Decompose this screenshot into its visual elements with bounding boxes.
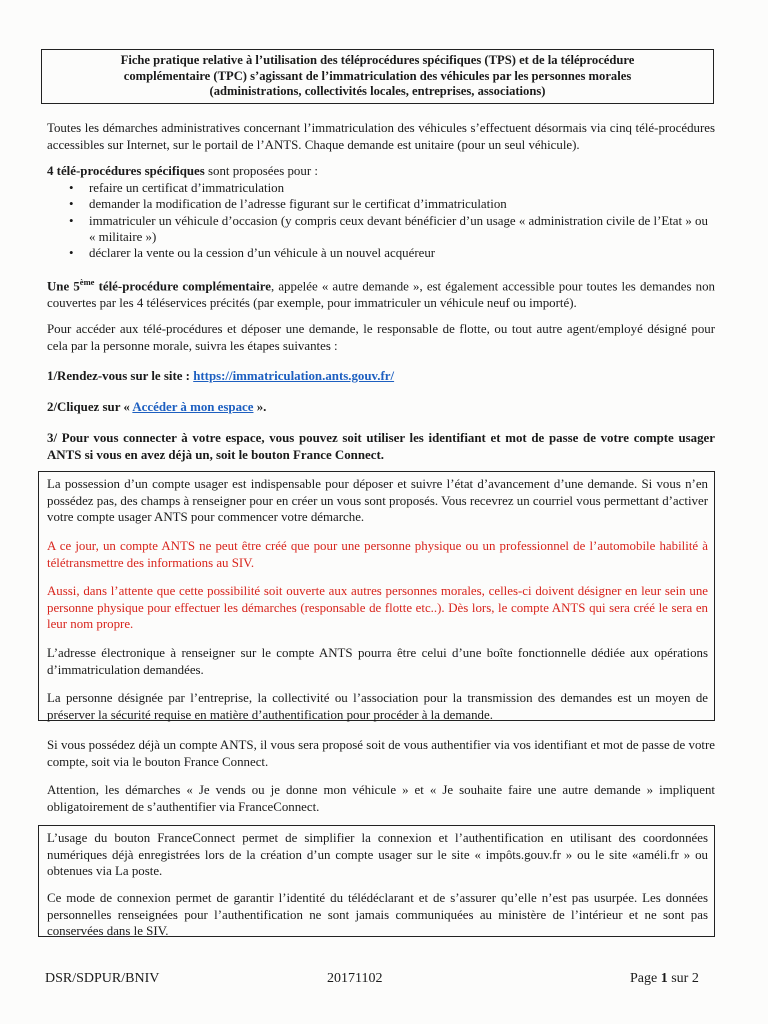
box1-paragraph-1: La possession d’un compte usager est indispensable pour déposer et suivre l’état d’avancement d’une demande. Si vous n’en possédez pas, des champs à renseigner pour en créer un vous sont proposés. Vous recevrez un courriel vous permettant d’activer votre compte usager ANTS pour commencer votre démarche. <box>47 477 708 524</box>
tps-heading <box>47 163 715 180</box>
access-paragraph: Pour accéder aux télé-procédures et déposer une demande, le responsable de flotte, ou tout autre agent/employé désigné pour cela par la personne morale, suivra les étapes suivantes : <box>47 322 715 353</box>
step-3: 3/ Pour vous connecter à votre espace, vous pouvez soit utiliser les identifiant et mot de passe de votre compte usager ANTS si vous en avez déjà un, soit le bouton France Connect. <box>47 431 715 462</box>
title-line-3: (administrations, collectivités locales, entreprises, associations) <box>209 84 546 98</box>
box1-paragraph-4: L’adresse électronique à renseigner sur le compte ANTS pourra être celui d’une boîte fonctionnelle dédiée aux opérations d’immatriculation demandées. <box>47 646 708 677</box>
tps-list-item: • déclarer la vente ou la cession d’un véhicule à un nouvel acquéreur <box>67 245 717 261</box>
box1-paragraph-2: A ce jour, un compte ANTS ne peut être créé que pour une personne physique ou un professionnel de l’automobile habilité à télétransmettre des informations au SIV. <box>47 539 708 570</box>
tpc-rest: , appelée « autre demande », est également accessible pour toutes les demandes non couvertes par les 4 téléservices précités (par exemple, pour immatriculer un véhicule neuf ou importé). <box>47 279 715 310</box>
tps-list-item: • demander la modification de l’adresse figurant sur le certificat d’immatriculation <box>67 196 717 212</box>
page-prefix: Page <box>630 971 661 986</box>
franceconnect-box <box>38 825 715 937</box>
box2-paragraph-2: Ce mode de connexion permet de garantir l’identité du télédéclarant et de s’assurer qu’elle n’est pas usurpée. Les données personnelles renseignées pour l’authentification ne sont jamais communiquées au ministère de l’intérieur et ne sont pas conservées dans le SIV. <box>47 891 708 938</box>
tpc-paragraph <box>47 274 715 311</box>
attention-paragraph: Attention, les démarches « Je vends ou je donne mon véhicule » et « Je souhaite faire une autre demande » impliquent obligatoirement de s’authentifier via FranceConnect. <box>47 783 715 814</box>
box2-paragraph-1: L’usage du bouton FranceConnect permet de simplifier la connexion et l’authentification en utilisant des coordonnées numériques déjà enregistrées lors de la création d’un compte usager sur le site « impôts.gouv.fr » ou le site «améli.fr » ou obtenues via La poste. <box>47 831 708 878</box>
tps-list-item: • refaire un certificat d’immatriculation <box>67 180 717 196</box>
document-title-box <box>41 49 714 104</box>
tps-list-item: • immatriculer un véhicule d’occasion (y compris ceux devant bénéficier d’un usage « administration civile de l’Etat » ou « militaire ») <box>67 213 717 246</box>
tpc-bold-a: Une 5 <box>47 279 80 294</box>
box1-paragraph-3: Aussi, dans l’attente que cette possibilité soit ouverte aux autres personnes morales, celles-ci doivent désigner en leur sein une personne physique pour effectuer les démarches (responsable de flotte etc..). Dès lors, le compte ANTS qui sera créé le sera en leur nom propre. <box>47 584 708 631</box>
existing-account-paragraph: Si vous possédez déjà un compte ANTS, il vous sera proposé soit de vous authentifier via vos identifiant et mot de passe de votre compte, soit via le bouton France Connect. <box>47 738 715 769</box>
ants-site-link[interactable]: https://immatriculation.ants.gouv.fr/ <box>193 369 395 383</box>
page-current: 1 <box>660 971 668 986</box>
intro-paragraph: Toutes les démarches administratives concernant l’immatriculation des véhicules s’effectuent désormais via cinq télé-procédures accessibles sur Internet, sur le portail de l’ANTS. Chaque demande est unitaire (pour un seul véhicule). <box>47 121 715 152</box>
page-suffix: sur 2 <box>667 971 699 986</box>
tpc-bold-b: télé-procédure complémentaire <box>94 279 271 294</box>
step-1-prefix: 1/Rendez-vous sur le site : <box>47 369 194 383</box>
step-1 <box>47 368 715 385</box>
box1-paragraph-5: La personne désignée par l’entreprise, la collectivité ou l’association pour la transmission des demandes est un moyen de préserver la sécurité requise en matière d’authentification pour procéder à la demande. <box>47 691 708 722</box>
tps-list <box>67 180 717 261</box>
footer-date: 20171102 <box>327 971 383 986</box>
step-2-prefix: 2/Cliquez sur « <box>47 400 133 414</box>
tpc-sup: ème <box>79 277 95 287</box>
compte-usager-box <box>38 471 715 721</box>
acceder-espace-link[interactable]: Accéder à mon espace <box>132 400 254 414</box>
page-number <box>630 971 699 987</box>
tps-heading-bold: 4 télé-procédures spécifiques <box>47 164 205 178</box>
step-2-suffix: ». <box>253 400 267 414</box>
footer-reference: DSR/SDPUR/BNIV <box>45 971 160 986</box>
title-line-1: Fiche pratique relative à l’utilisation des téléprocédures spécifiques (TPS) et de la téléprocédure <box>120 53 635 67</box>
title-line-2: complémentaire (TPC) s’agissant de l’immatriculation des véhicules par les personnes morales <box>123 68 632 83</box>
step-2 <box>47 399 715 416</box>
tps-heading-rest: sont proposées pour : <box>204 164 318 178</box>
